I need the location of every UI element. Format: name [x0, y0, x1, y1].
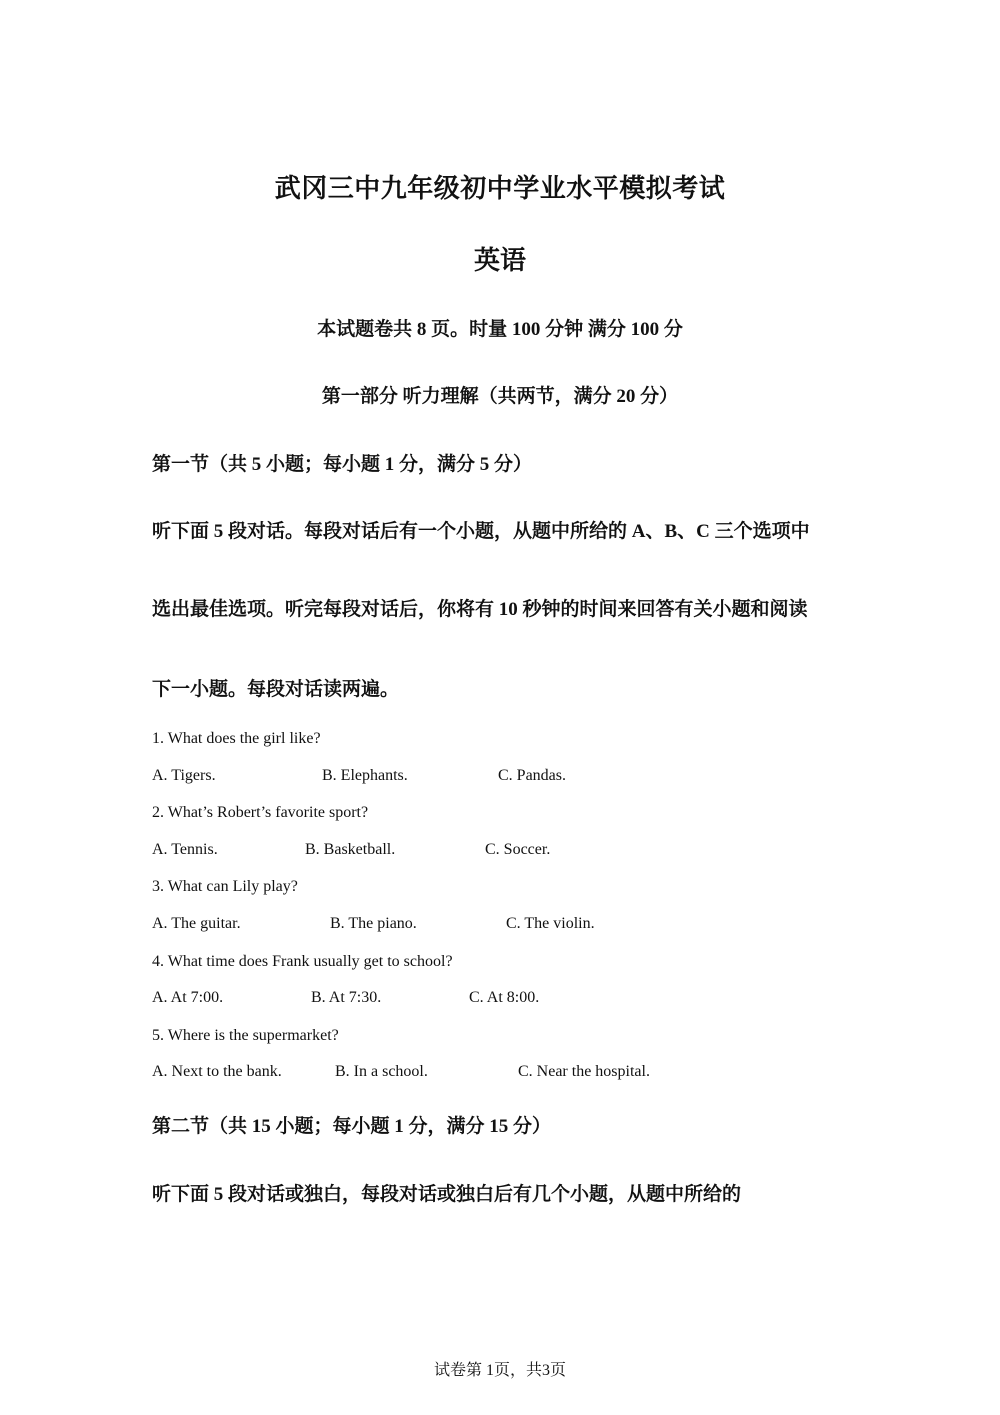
answer-option: B. In a school. [335, 1063, 428, 1080]
answer-option: B. At 7:30. [311, 989, 382, 1006]
question-text: 1. What does the girl like? [152, 730, 321, 747]
section-1-instruction-line: 听下面 5 段对话。每段对话后有一个小题，从题中所给的 A、B、C 三个选项中 [152, 521, 810, 542]
section-2-instruction-line: 听下面 5 段对话或独白，每段对话或独白后有几个小题，从题中所给的 [152, 1184, 742, 1205]
page-footer: 试卷第 1页，共3页 [433, 1362, 566, 1379]
answer-option: A. Tigers. [152, 767, 216, 784]
answer-option: A. At 7:00. [152, 989, 224, 1006]
answer-option: B. Elephants. [322, 767, 408, 784]
answer-option: A. Tennis. [152, 841, 218, 858]
question-text: 4. What time does Frank usually get to school? [152, 953, 453, 970]
section-2-heading: 第二节（共 15 小题；每小题 1 分，满分 15 分） [152, 1116, 552, 1137]
question-text: 3. What can Lily play? [152, 878, 298, 895]
subject-heading: 英语 [473, 246, 526, 275]
answer-option: C. Soccer. [485, 841, 551, 858]
answer-option: A. Next to the bank. [152, 1063, 282, 1080]
section-1-heading: 第一节（共 5 小题；每小题 1 分，满分 5 分） [152, 454, 533, 475]
question-text: 5. Where is the supermarket? [152, 1027, 339, 1044]
answer-option: A. The guitar. [152, 915, 241, 932]
part-heading: 第一部分 听力理解（共两节，满分 20 分） [321, 386, 679, 407]
answer-option: C. Pandas. [498, 767, 566, 784]
answer-option: C. The violin. [506, 915, 595, 932]
answer-option: C. Near the hospital. [518, 1063, 650, 1080]
answer-option: C. At 8:00. [469, 989, 540, 1006]
exam-title: 武冈三中九年级初中学业水平模拟考试 [274, 174, 726, 203]
answer-option: B. The piano. [330, 915, 417, 932]
section-1-instruction-line: 选出最佳选项。听完每段对话后，你将有 10 秒钟的时间来回答有关小题和阅读 [152, 599, 808, 620]
question-text: 2. What’s Robert’s favorite sport? [152, 804, 369, 821]
section-1-instruction-line: 下一小题。每段对话读两遍。 [152, 679, 400, 700]
exam-meta: 本试题卷共 8 页。时量 100 分钟 满分 100 分 [317, 319, 683, 340]
answer-option: B. Basketball. [305, 841, 396, 858]
